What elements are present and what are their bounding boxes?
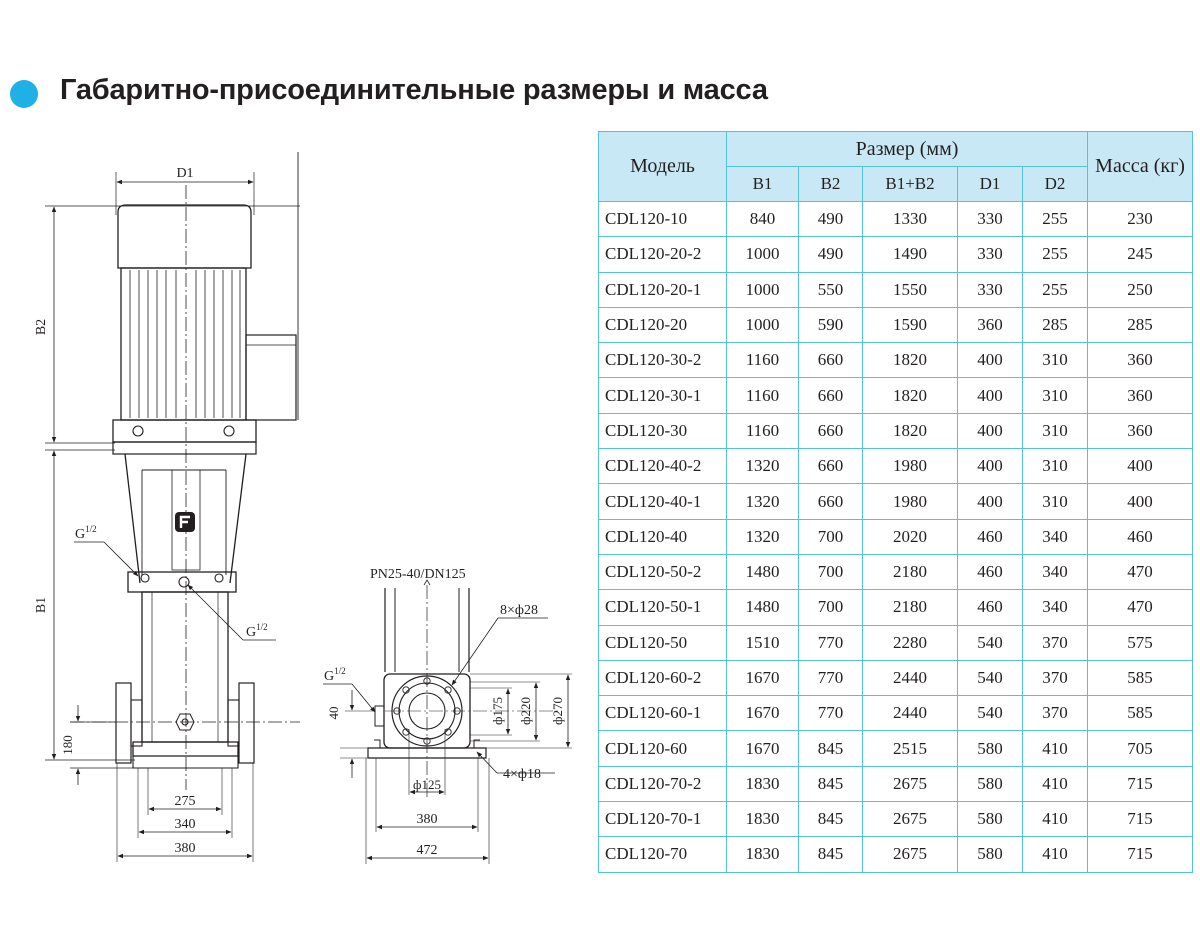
- table-body: [599, 202, 1193, 873]
- cell-b1: 1510: [727, 625, 799, 660]
- cell-b1: 1160: [727, 413, 799, 448]
- cell-mass: 575: [1088, 625, 1193, 660]
- cell-b2: 490: [799, 202, 863, 237]
- cell-b1b2: 2020: [863, 519, 958, 554]
- cell-b2: 700: [799, 519, 863, 554]
- cell-d2: 310: [1023, 449, 1088, 484]
- cell-b1: 1480: [727, 590, 799, 625]
- table-row: [599, 449, 1193, 484]
- dim-b2-label: B2: [34, 318, 49, 336]
- cell-mass: 285: [1088, 307, 1193, 342]
- table-row: [599, 660, 1193, 695]
- dim-125-label: ф125: [413, 777, 441, 792]
- cell-b1: 1670: [727, 660, 799, 695]
- cell-d2: 410: [1023, 731, 1088, 766]
- cell-b1: 1160: [727, 378, 799, 413]
- cell-d2: 310: [1023, 378, 1088, 413]
- table-row: [599, 731, 1193, 766]
- cell-b1: 1320: [727, 519, 799, 554]
- cell-mass: 250: [1088, 272, 1193, 307]
- cell-b1b2: 2515: [863, 731, 958, 766]
- pump-side-view: [34, 152, 300, 862]
- cell-d1: 460: [958, 590, 1023, 625]
- cell-mass: 705: [1088, 731, 1193, 766]
- cell-d1: 540: [958, 660, 1023, 695]
- cell-b1b2: 2440: [863, 696, 958, 731]
- cell-mass: 245: [1088, 237, 1193, 272]
- cell-d1: 580: [958, 802, 1023, 837]
- cell-b1: 1160: [727, 343, 799, 378]
- cell-model: CDL120-60-2: [599, 660, 727, 695]
- cell-b1b2: 1490: [863, 237, 958, 272]
- cell-mass: 400: [1088, 484, 1193, 519]
- cell-d1: 400: [958, 378, 1023, 413]
- flange-port-g-label: $G^{1/2}$: [324, 666, 346, 684]
- cell-mass: 360: [1088, 413, 1193, 448]
- cell-b1b2: 1820: [863, 413, 958, 448]
- cell-b2: 590: [799, 307, 863, 342]
- title-bullet-icon: [10, 80, 38, 108]
- cell-b1b2: 2180: [863, 590, 958, 625]
- cell-d2: 255: [1023, 202, 1088, 237]
- page-title: Габаритно-присоединительные размеры и масса: [60, 74, 768, 106]
- cell-b2: 770: [799, 660, 863, 695]
- cell-model: CDL120-40-1: [599, 484, 727, 519]
- table-row: [599, 590, 1193, 625]
- cell-d1: 460: [958, 554, 1023, 589]
- header-model: Модель: [599, 132, 727, 202]
- port-g-right-label: $G^{1/2}$: [246, 622, 268, 640]
- cell-mass: 715: [1088, 766, 1193, 801]
- cell-d2: 370: [1023, 696, 1088, 731]
- header-mass: Масса (кг): [1088, 132, 1193, 202]
- cell-b2: 700: [799, 554, 863, 589]
- cell-d2: 410: [1023, 766, 1088, 801]
- cell-b1: 1480: [727, 554, 799, 589]
- cell-b2: 660: [799, 449, 863, 484]
- header-b2: B2: [799, 167, 863, 202]
- cell-d2: 370: [1023, 660, 1088, 695]
- cell-model: CDL120-50-2: [599, 554, 727, 589]
- cell-d1: 400: [958, 343, 1023, 378]
- table-row: [599, 413, 1193, 448]
- dimensions-table: [598, 131, 1193, 873]
- cell-b2: 770: [799, 625, 863, 660]
- cell-d2: 340: [1023, 519, 1088, 554]
- cell-d1: 400: [958, 413, 1023, 448]
- cell-b1b2: 1330: [863, 202, 958, 237]
- cell-d2: 310: [1023, 484, 1088, 519]
- dim-380-label: 380: [174, 841, 196, 856]
- motor-fins: [130, 270, 240, 418]
- pump-flange-view: [323, 567, 572, 864]
- flange-bolts-label: 8×ф28: [500, 603, 538, 618]
- cell-model: CDL120-10: [599, 202, 727, 237]
- flange-dim-380-label: 380: [416, 812, 438, 827]
- cell-mass: 400: [1088, 449, 1193, 484]
- pump-dimension-drawing: [0, 140, 600, 940]
- cell-b1b2: 1590: [863, 307, 958, 342]
- header-b1: B1: [727, 167, 799, 202]
- cell-d1: 580: [958, 837, 1023, 872]
- cell-d2: 255: [1023, 237, 1088, 272]
- cell-b2: 550: [799, 272, 863, 307]
- dim-175-label: ф175: [490, 697, 505, 725]
- table-row: [599, 625, 1193, 660]
- cell-b1b2: 2280: [863, 625, 958, 660]
- cell-d2: 255: [1023, 272, 1088, 307]
- cell-b2: 845: [799, 837, 863, 872]
- header-d1: D1: [958, 167, 1023, 202]
- cell-model: CDL120-40-2: [599, 449, 727, 484]
- cell-b1: 1320: [727, 484, 799, 519]
- cell-mass: 470: [1088, 590, 1193, 625]
- cell-mass: 470: [1088, 554, 1193, 589]
- cell-b1: 1830: [727, 837, 799, 872]
- cell-mass: 715: [1088, 802, 1193, 837]
- table-row: [599, 554, 1193, 589]
- cell-model: CDL120-20-2: [599, 237, 727, 272]
- cell-b1b2: 1980: [863, 484, 958, 519]
- cell-mass: 360: [1088, 343, 1193, 378]
- table-row: [599, 696, 1193, 731]
- cell-d1: 360: [958, 307, 1023, 342]
- cell-mass: 585: [1088, 696, 1193, 731]
- cell-d1: 330: [958, 272, 1023, 307]
- cell-d1: 400: [958, 449, 1023, 484]
- table-row: [599, 802, 1193, 837]
- flange-spec-label: PN25-40/DN125: [370, 567, 466, 582]
- cell-d1: 400: [958, 484, 1023, 519]
- cell-d1: 580: [958, 731, 1023, 766]
- cell-model: CDL120-50: [599, 625, 727, 660]
- cell-d2: 410: [1023, 837, 1088, 872]
- dim-340-label: 340: [174, 817, 196, 832]
- cell-model: CDL120-60-1: [599, 696, 727, 731]
- cell-d1: 330: [958, 202, 1023, 237]
- table-row: [599, 378, 1193, 413]
- cell-model: CDL120-20: [599, 307, 727, 342]
- dim-180-label: 180: [60, 735, 75, 755]
- cell-d2: 370: [1023, 625, 1088, 660]
- table-row: [599, 343, 1193, 378]
- cell-d2: 285: [1023, 307, 1088, 342]
- cell-mass: 585: [1088, 660, 1193, 695]
- cell-b2: 660: [799, 413, 863, 448]
- dim-d1-label: D1: [176, 166, 194, 181]
- cell-d1: 540: [958, 696, 1023, 731]
- header-size-group: Размер (мм): [727, 132, 1088, 167]
- cell-b2: 660: [799, 484, 863, 519]
- cell-b1: 1000: [727, 237, 799, 272]
- cell-model: CDL120-30-2: [599, 343, 727, 378]
- header-b1b2: B1+B2: [863, 167, 958, 202]
- cell-b2: 700: [799, 590, 863, 625]
- cell-d1: 540: [958, 625, 1023, 660]
- cell-b1b2: 2440: [863, 660, 958, 695]
- cell-b1b2: 1550: [863, 272, 958, 307]
- cell-d2: 310: [1023, 343, 1088, 378]
- table-row: [599, 272, 1193, 307]
- dim-270-label: ф270: [550, 697, 565, 725]
- cell-b1b2: 1820: [863, 378, 958, 413]
- cell-b2: 660: [799, 343, 863, 378]
- cell-model: CDL120-70: [599, 837, 727, 872]
- cell-b1b2: 1820: [863, 343, 958, 378]
- cell-d2: 310: [1023, 413, 1088, 448]
- table-row: [599, 237, 1193, 272]
- cell-b2: 490: [799, 237, 863, 272]
- cell-model: CDL120-30: [599, 413, 727, 448]
- cell-b1: 1000: [727, 307, 799, 342]
- table-row: [599, 766, 1193, 801]
- header-d2: D2: [1023, 167, 1088, 202]
- cell-b1: 1670: [727, 696, 799, 731]
- cell-d1: 580: [958, 766, 1023, 801]
- dim-220-label: ф220: [518, 697, 533, 725]
- cell-b2: 845: [799, 802, 863, 837]
- cell-b1: 840: [727, 202, 799, 237]
- table-row: [599, 307, 1193, 342]
- cell-b1: 1670: [727, 731, 799, 766]
- cell-b1: 1320: [727, 449, 799, 484]
- cell-b2: 770: [799, 696, 863, 731]
- cell-mass: 360: [1088, 378, 1193, 413]
- cell-b2: 660: [799, 378, 863, 413]
- port-g-left-label: $G^{1/2}$: [75, 524, 97, 542]
- anchor-holes-label: 4×ф18: [503, 767, 541, 782]
- cell-b1: 1000: [727, 272, 799, 307]
- cell-mass: 715: [1088, 837, 1193, 872]
- cell-b1: 1830: [727, 766, 799, 801]
- table-row: [599, 202, 1193, 237]
- cell-d2: 340: [1023, 590, 1088, 625]
- cell-model: CDL120-60: [599, 731, 727, 766]
- cell-d2: 340: [1023, 554, 1088, 589]
- table-row: [599, 484, 1193, 519]
- cell-b1b2: 1980: [863, 449, 958, 484]
- cell-b1: 1830: [727, 802, 799, 837]
- table-row: [599, 519, 1193, 554]
- cell-mass: 460: [1088, 519, 1193, 554]
- cell-model: CDL120-30-1: [599, 378, 727, 413]
- cell-b2: 845: [799, 731, 863, 766]
- cell-b1b2: 2675: [863, 766, 958, 801]
- cell-b1b2: 2675: [863, 837, 958, 872]
- cell-d1: 330: [958, 237, 1023, 272]
- dim-275-label: 275: [174, 794, 196, 809]
- cell-model: CDL120-40: [599, 519, 727, 554]
- cell-model: CDL120-20-1: [599, 272, 727, 307]
- table-row: [599, 837, 1193, 872]
- flange-dim-472-label: 472: [416, 843, 438, 858]
- cell-b1b2: 2180: [863, 554, 958, 589]
- dim-b1-label: B1: [34, 596, 49, 614]
- cell-d1: 460: [958, 519, 1023, 554]
- cell-b1b2: 2675: [863, 802, 958, 837]
- cell-d2: 410: [1023, 802, 1088, 837]
- dim-40-label: 40: [326, 706, 341, 720]
- cell-mass: 230: [1088, 202, 1193, 237]
- cell-b2: 845: [799, 766, 863, 801]
- cell-model: CDL120-70-1: [599, 802, 727, 837]
- cell-model: CDL120-70-2: [599, 766, 727, 801]
- cell-model: CDL120-50-1: [599, 590, 727, 625]
